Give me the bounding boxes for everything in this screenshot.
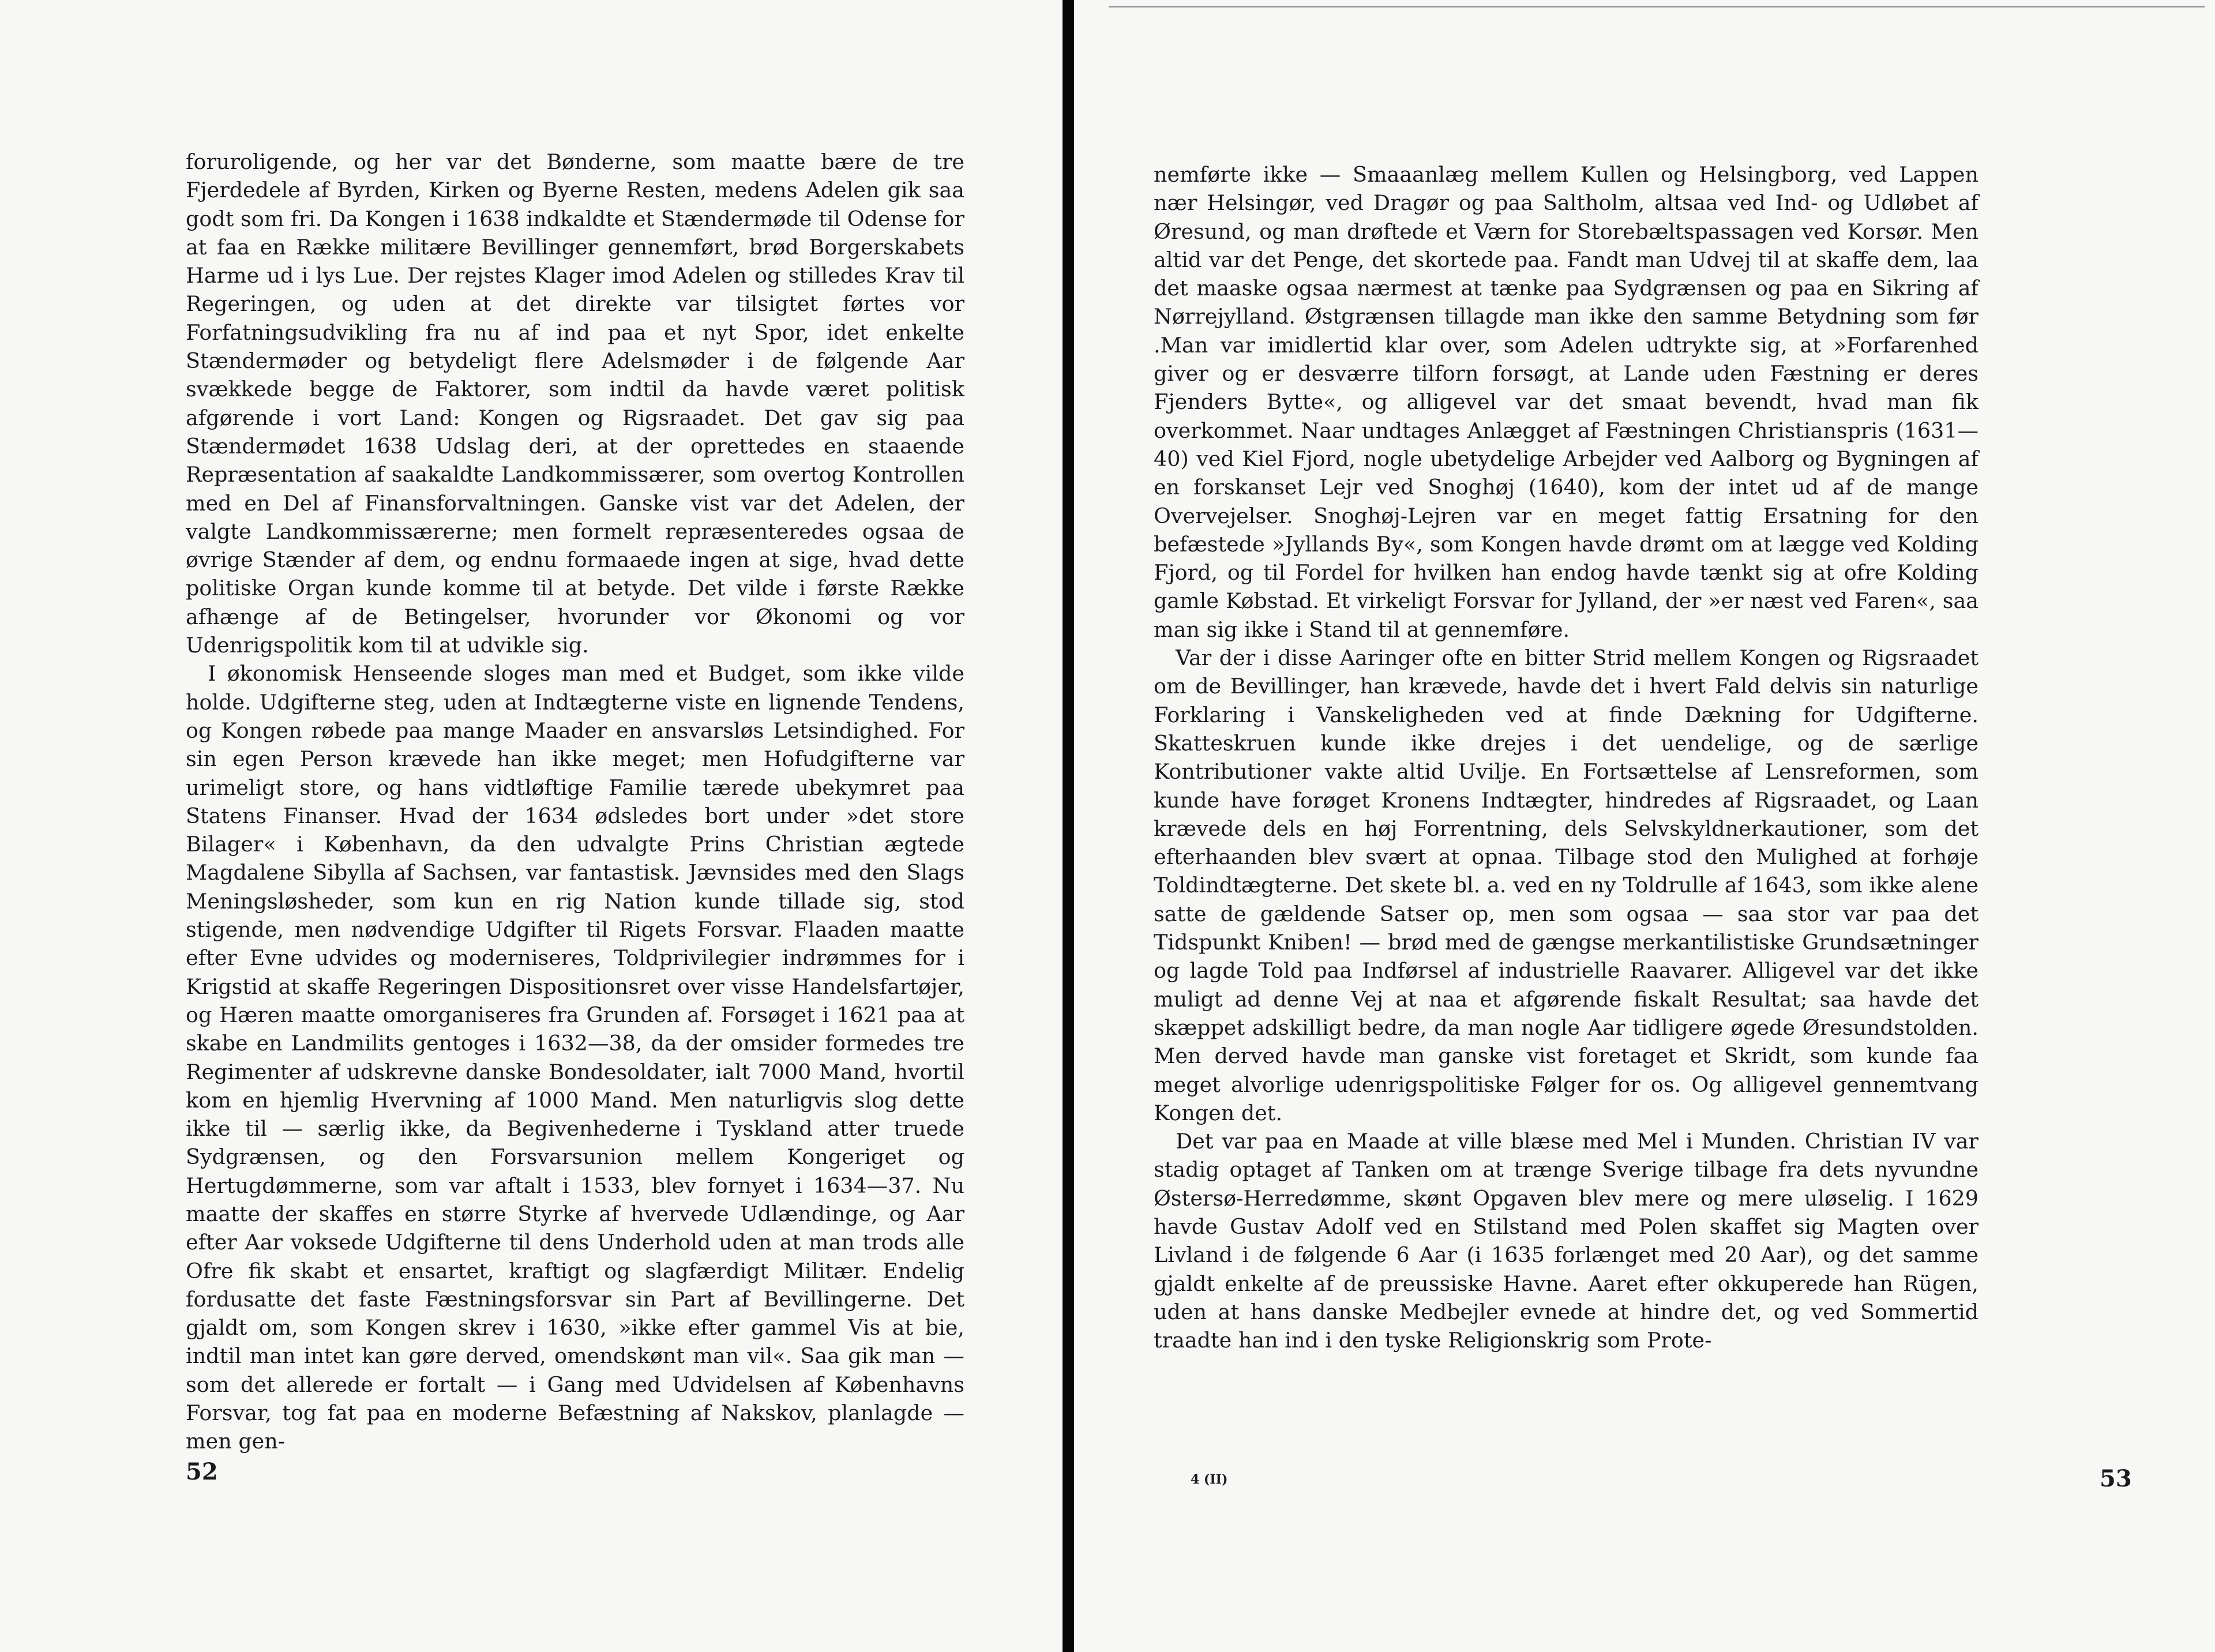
scan-edge-line <box>1109 6 2205 7</box>
right-paragraph-1: nemførte ikke — Smaaanlæg mellem Kullen og Helsingborg, ved Lappen nær Helsingør, ved Dragør og paa Saltholm, altsaa ved Ind- og Udløbet af Øresund, og man drøftede et Værn for Storebæltspassagen ved Korsør. Men altid var det Penge, det skortede paa. Fandt man Udvej til at skaffe dem, laa det maaske ogsaa nærmest at tænke paa Sydgrænsen og paa en Sikring af Nørrejylland. Østgrænsen tillagde man ikke den samme Betydning som før .Man var imidlertid klar over, som Adelen udtrykte sig, at »Forfarenhed giver og er desværre tilforn forsøgt, at Lande uden Fæstning er deres Fjenders Bytte«, og alligevel var det smaat bevendt, hvad man fik overkommet. Naar undtages Anlægget af Fæstningen Christianspris (1631—40) ved Kiel Fjord, nogle ubetydelige Arbejder ved Aalborg og Bygningen af en forskanset Lejr ved Snoghøj (1640), kom der intet ud af de mange Overvejelser. Snoghøj-Lejren var en meget fattig Ersatning for den befæstede »Jyllands By«, som Kongen havde drømt om at lægge ved Kolding Fjord, og til Fordel for hvilken han endog havde tænkt sig at ofre Kolding gamle Købstad. Et virkeligt Forsvar for Jylland, der »er næst ved Faren«, saa man sig ikke i Stand til at gennemføre. <box>1154 162 1979 642</box>
left-paragraph-1: foruroligende, og her var det Bønderne, som maatte bære de tre Fjerdedele af Byrden, Kirken og Byerne Resten, medens Adelen gik saa godt som fri. Da Kongen i 1638 indkaldte et Stændermøde til Odense for at faa en Række militære Bevillinger gennemført, brød Borgerskabets Harme ud i lys Lue. Der rejstes Klager imod Adelen og stilledes Krav til Regeringen, og uden at det direkte var tilsigtet førtes vor Forfatningsudvikling fra nu af ind paa et nyt Spor, idet enkelte Stændermøder og betydeligt flere Adelsmøder i de følgende Aar svækkede begge de Faktorer, som indtil da havde været politisk afgørende i vort Land: Kongen og Rigsraadet. Det gav sig paa Stændermødet 1638 Udslag deri, at der oprettedes en staaende Repræsentation af saakaldte Landkommissærer, som overtog Kontrollen med en Del af Finansforvaltningen. Ganske vist var det Adelen, der valgte Landkommissærerne; men formelt repræsenteredes ogsaa de øvrige Stænder af dem, og endnu formaaede ingen at sige, hvad dette politiske Organ kunde komme til at betyde. Det vilde i første Række afhænge af de Betingelser, hvorunder vor Økonomi og vor Udenrigspolitik kom til at udvikle sig. <box>186 149 964 658</box>
page-number-right: 53 <box>2100 1465 2132 1492</box>
page-number-left: 52 <box>186 1458 218 1485</box>
left-page-text <box>186 148 964 1456</box>
left-paragraph-2: I økonomisk Henseende sloges man med et Budget, som ikke vilde holde. Udgifterne steg, uden at Indtægterne viste en lignende Tendens, og Kongen røbede paa mange Maader en ansvarsløs Letsindighed. For sin egen Person krævede han ikke meget; men Hofudgifterne var urimeligt store, og hans vidtløftige Familie tærede ubekymret paa Statens Finanser. Hvad der 1634 ødsledes bort under »det store Bilager« i København, da den udvalgte Prins Christian ægtede Magdalene Sibylla af Sachsen, var fantastisk. Jævnsides med den Slags Meningsløsheder, som kun en rig Nation kunde tillade sig, stod stigende, men nødvendige Udgifter til Rigets Forsvar. Flaaden maatte efter Evne udvides og moderniseres, Toldprivilegier indrømmes for i Krigstid at skaffe Regeringen Dispositionsret over visse Handelsfartøjer, og Hæren maatte omorganiseres fra Grunden af. Forsøget i 1621 paa at skabe en Landmilits gentoges i 1632—38, da der omsider formedes tre Regimenter af udskrevne danske Bondesoldater, ialt 7000 Mand, hvortil kom en hjemlig Hvervning af 1000 Mand. Men naturligvis slog dette ikke til — særlig ikke, da Begivenhederne i Tyskland atter truede Sydgrænsen, og den Forsvarsunion mellem Kongeriget og Hertugdømmerne, som var aftalt i 1533, blev fornyet i 1634—37. Nu maatte der skaffes en større Styrke af hvervede Udlændinge, og Aar efter Aar voksede Udgifterne til dens Underhold uden at man trods alle Ofre fik skabt et ensartet, kraftigt og slagfærdigt Militær. Endelig fordusatte det faste Fæstningsforsvar sin Part af Bevillingerne. Det gjaldt om, som Kongen skrev i 1630, »ikke efter gammel Vis at bie, indtil man intet kan gøre derved, omendskønt man vil«. Saa gik man — som det allerede er fortalt — i Gang med Udvidelsen af Københavns Forsvar, tog fat paa en moderne Befæstning af Nakskov, planlagde — men gen- <box>186 661 964 1454</box>
right-paragraph-2: Var der i disse Aaringer ofte en bitter Strid mellem Kongen og Rigsraadet om de Bevillinger, han krævede, havde det i hvert Fald delvis sin naturlige Forklaring i Vanskeligheden ved at finde Dækning for Udgifterne. Skatteskruen kunde ikke drejes i det uendelige, og de særlige Kontributioner vakte altid Uvilje. En Fortsættelse af Lensreformen, som kunde have forøget Kronens Indtægter, hindredes af Rigsraadet, og Laan krævede dels en høj Forrentning, dels Selvskyldnerkautioner, som det efterhaanden blev svært at opnaa. Tilbage stod den Mulighed at forhøje Toldindtægterne. Det skete bl. a. ved en ny Toldrulle af 1643, som ikke alene satte de gældende Satser op, men som ogsaa — saa stor var paa det Tidspunkt Kniben! — brød med de gængse merkantilistiske Grundsætninger og lagde Told paa Indførsel af industrielle Raavarer. Alligevel var det ikke muligt ad denne Vej at naa et afgørende fiskalt Resultat; saa havde det skæppet adskilligt bedre, da man nogle Aar tidligere øgede Øresundstolden. Men derved havde man ganske vist foretaget et Skridt, som kunde faa meget alvorlige udenrigspolitiske Følger for os. Og alligevel gennemtvang Kongen det. <box>1154 645 1979 1125</box>
right-page <box>1074 0 2215 1652</box>
book-gutter <box>1063 0 1074 1652</box>
signature-mark: 4 (II) <box>1191 1472 1228 1487</box>
right-page-text <box>1154 160 1979 1354</box>
right-paragraph-3: Det var paa en Maade at ville blæse med Mel i Munden. Christian IV var stadig optaget af Tanken om at trænge Sverige tilbage fra dets nyvundne Østersø-Herredømme, skønt Opgaven blev mere og mere uløselig. I 1629 havde Gustav Adolf ved en Stilstand med Polen skaffet sig Magten over Livland i de følgende 6 Aar (i 1635 forlænget med 20 Aar), og det samme gjaldt enkelte af de preussiske Havne. Aaret efter okkuperede han Rügen, uden at hans danske Medbejler evnede at hindre det, og ved Sommertid traadte han ind i den tyske Religionskrig som Prote- <box>1154 1129 1979 1353</box>
left-page <box>0 0 1063 1652</box>
